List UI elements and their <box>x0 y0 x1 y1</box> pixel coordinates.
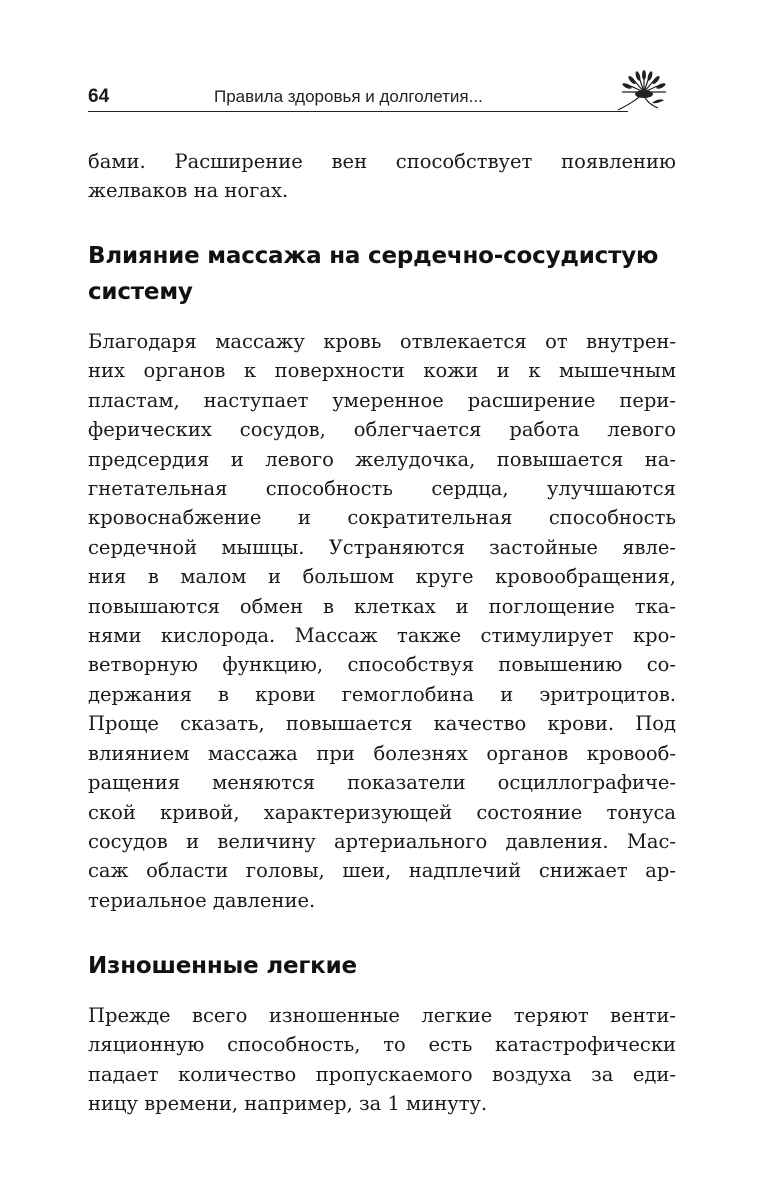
intro-paragraph <box>88 147 676 206</box>
running-title: Правила здоровья и долголетия... <box>214 87 483 106</box>
text-line: влиянием массажа при болезнях органов кровооб- <box>88 741 676 765</box>
text-line: нями кислорода. Массаж также стимулирует кро- <box>88 624 676 648</box>
text-line: предсердия и левого желудочка, повышается на- <box>88 447 676 471</box>
massage-paragraph <box>88 327 676 915</box>
text-line: пластам, наступает умеренное расширение пери- <box>88 388 676 412</box>
text-line: ницу времени, например, за 1 минуту. <box>88 1092 488 1116</box>
text-line: держания в крови гемоглобина и эритроцитов. <box>88 682 676 706</box>
text-line: Проще сказать, повышается качество крови. Под <box>88 712 676 736</box>
text-line: сердечной мышцы. Устраняются застойные явле- <box>88 535 676 559</box>
text-line: ния в малом и большом круге кровообращения, <box>88 565 676 589</box>
text-line: Прежде всего изношенные легкие теряют венти- <box>88 1004 676 1027</box>
text-line: кровоснабжение и сократительная способность <box>88 506 676 530</box>
text-line: Благодаря массажу кровь отвлекается от внутрен- <box>88 330 676 353</box>
text-line: ской кривой, характеризующей состояние тонуса <box>88 800 676 824</box>
page-number: 64 <box>88 86 110 107</box>
text-line: гнетательная способность сердца, улучшаются <box>88 477 676 501</box>
lungs-paragraph <box>88 1001 676 1119</box>
flower-ornament-icon <box>608 70 680 114</box>
text-line: сосудов и величину артериального давления. Мас- <box>88 829 676 853</box>
text-line: териальное давление. <box>88 888 316 912</box>
section-heading-massage <box>88 238 688 310</box>
text-line: желваков на ногах. <box>88 179 289 203</box>
text-line: бами. Расширение вен способствует появлению <box>88 150 676 173</box>
text-line: повышаются обмен в клетках и поглощение тка- <box>88 594 676 618</box>
section-heading-lungs <box>88 948 688 984</box>
heading-line: Влияние массажа на сердечно-сосудистую <box>88 243 659 269</box>
heading-line: Изношенные легкие <box>88 953 357 979</box>
page-header <box>88 78 678 118</box>
text-line: ращения меняются показатели осциллографиче- <box>88 771 676 795</box>
text-line: них органов к поверхности кожи и к мышечным <box>88 359 676 383</box>
text-line: ляционную способность, то есть катастрофически <box>88 1033 676 1057</box>
header-rule <box>88 111 628 112</box>
text-line: ферических сосудов, облегчается работа левого <box>88 418 676 442</box>
text-line: падает количество пропускаемого воздуха за еди- <box>88 1062 676 1086</box>
text-line: ветворную функцию, способствуя повышению со- <box>88 653 676 677</box>
text-line: саж области головы, шеи, надплечий снижает ар- <box>88 859 676 883</box>
heading-line: систему <box>88 279 193 305</box>
